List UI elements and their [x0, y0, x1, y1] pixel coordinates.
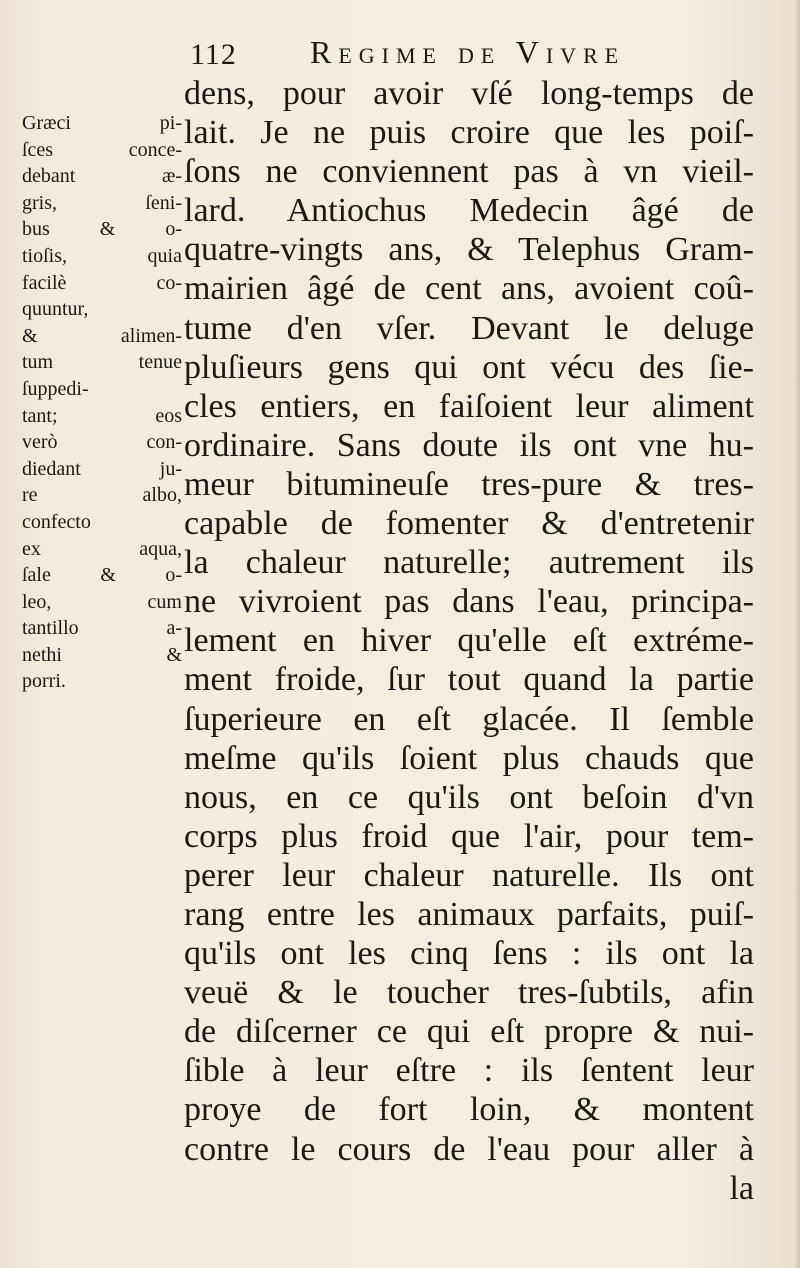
text-line: cles entiers, en faiſoient leur aliment: [184, 387, 754, 425]
text-line: rang entre les animaux parfaits, puiſ-: [184, 895, 754, 933]
text-line: ſible à leur eſtre : ils ſentent leur: [184, 1052, 754, 1090]
text-line: quatre-vingts ans, & Telephus Gram-: [184, 231, 754, 269]
text-line: capable de fomenter & d'entretenir: [184, 505, 754, 543]
text-line: nous, en ce qu'ils ont beſoin d'vn: [184, 778, 754, 816]
text-line: ment froide, ſur tout quand la partie: [184, 661, 754, 699]
text-line: lait. Je ne puis croire que les poiſ-: [184, 114, 754, 152]
text-line: ſons ne conviennent pas à vn vieil-: [184, 153, 754, 191]
margin-note-line: bus & o-: [22, 218, 182, 241]
margin-note-line: & alimen-: [22, 324, 182, 347]
page-header: [190, 34, 750, 78]
margin-note-line: ex aqua,: [22, 537, 182, 560]
margin-note-line: porri.: [22, 670, 66, 693]
margin-note-line: quuntur,: [22, 298, 89, 321]
text-line: ſuperieure en eſt glacée. Il ſemble: [184, 700, 754, 738]
margin-note-line: tant; eos: [22, 404, 182, 427]
margin-note-line: tum tenue: [22, 351, 182, 374]
margin-note-line: leo, cum: [22, 590, 182, 613]
margin-note-line: nethi &: [22, 643, 182, 666]
text-line: qu'ils ont les cinq ſens : ils ont la: [184, 935, 754, 973]
text-line: lard. Antiochus Medecin âgé de: [184, 192, 754, 230]
page-number: 112: [190, 38, 237, 71]
margin-note-line: debant æ-: [22, 165, 182, 188]
margin-note-line: tioſis, quia: [22, 244, 182, 267]
body-text: [184, 74, 754, 1208]
text-line: contre le cours de l'eau pour aller à: [184, 1130, 754, 1168]
text-line: perer leur chaleur naturelle. Ils ont: [184, 856, 754, 894]
text-line: tume d'en vſer. Devant le deluge: [184, 309, 754, 347]
text-line: mairien âgé de cent ans, avoient coû-: [184, 270, 754, 308]
margin-note-line: ſces conce-: [22, 138, 182, 161]
text-line: dens, pour avoir vſé long-temps de: [184, 75, 754, 112]
catchword: la: [729, 1169, 754, 1207]
text-line: pluſieurs gens qui ont vécu des ſie-: [184, 348, 754, 386]
margin-note-line: ſale & o-: [22, 564, 182, 587]
margin-note-line: diedant ju-: [22, 457, 182, 480]
margin-note-line: ſuppedi-: [22, 377, 89, 400]
text-line: ne vivroient pas dans l'eau, principa-: [184, 583, 754, 621]
text-line: la chaleur naturelle; autrement ils: [184, 544, 754, 582]
text-line: meur bitumineuſe tres-pure & tres-: [184, 465, 754, 503]
margin-note-line: re albo,: [22, 484, 182, 507]
text-line: de diſcerner ce qui eſt propre & nui-: [184, 1013, 754, 1051]
text-line: proye de fort loin, & montent: [184, 1091, 754, 1129]
margin-note-line: tantillo a-: [22, 617, 182, 640]
text-line: lement en hiver qu'elle eſt extréme-: [184, 622, 754, 660]
page-edge-shadow: [794, 0, 800, 1268]
margin-note: [22, 110, 182, 695]
text-line: meſme qu'ils ſoient plus chauds que: [184, 739, 754, 777]
text-line: veuë & le toucher tres-ſubtils, afin: [184, 974, 754, 1012]
text-line: ordinaire. Sans doute ils ont vne hu-: [184, 426, 754, 464]
running-title: Regime de Vivre: [310, 34, 626, 70]
margin-note-line: facilè co-: [22, 271, 182, 294]
margin-note-line: verò con-: [22, 431, 182, 454]
margin-note-line: Græci pi-: [22, 112, 182, 134]
margin-note-line: gris, ſeni-: [22, 191, 182, 214]
margin-note-line: confecto: [22, 510, 91, 533]
text-line: corps plus froid que l'air, pour tem-: [184, 817, 754, 855]
